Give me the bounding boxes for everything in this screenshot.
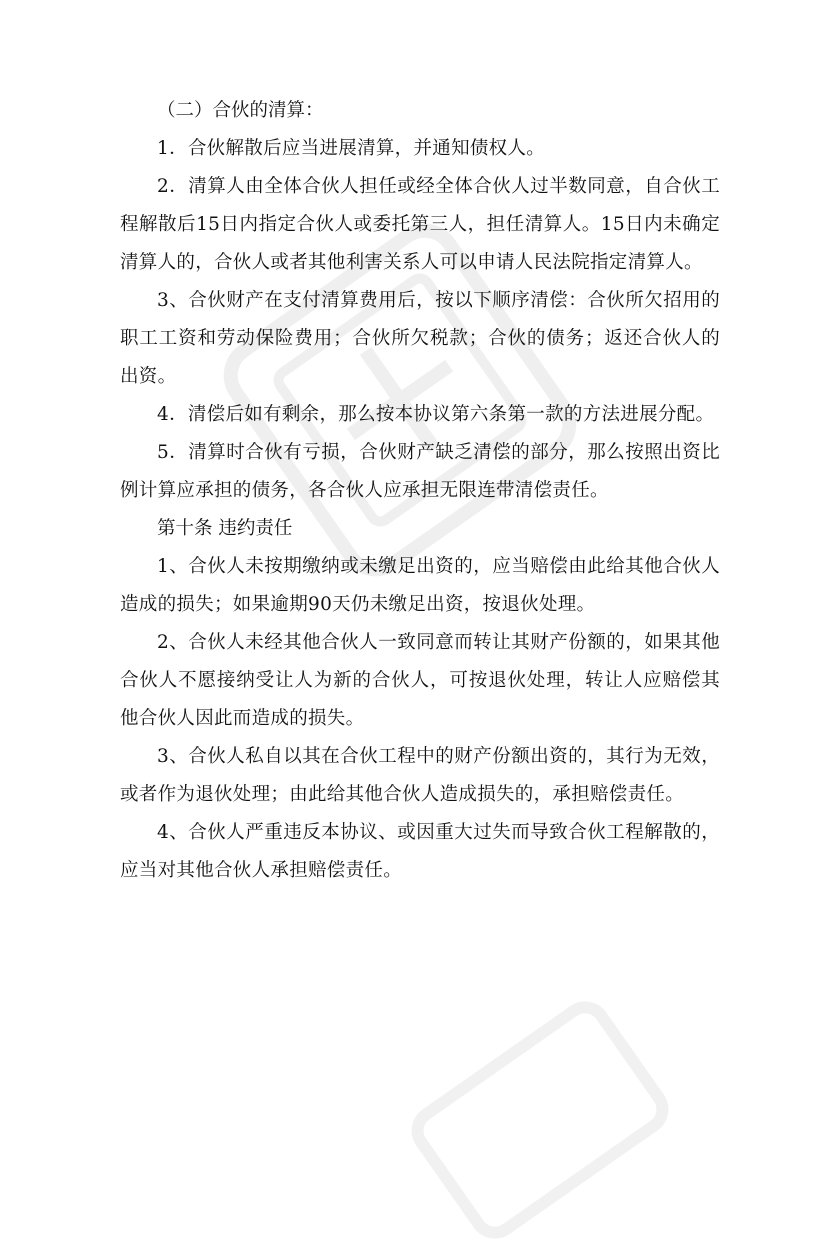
section-heading: （二）合伙的清算： bbox=[157, 100, 324, 121]
watermark-corner-icon bbox=[396, 986, 684, 1254]
breach-paragraph: 2、合伙人未经其他合伙人一致同意而转让其财产份额的，如果其他合伙人不愿接纳受让人为新的合伙人，可按退伙处理，转让人应赔偿其他合伙人因此而造成的损失。 bbox=[120, 632, 720, 729]
breach-paragraph: 1、合伙人未按期缴纳或未缴足出资的，应当赔偿由此给其他合伙人造成的损失；如果逾期90天仍未缴足出资，按退伙处理。 bbox=[120, 556, 720, 615]
clause-paragraph: 4．清偿后如有剩余，那么按本协议第六条第一款的方法进展分配。 bbox=[157, 404, 715, 425]
clause-paragraph: 5．清算时合伙有亏损，合伙财产缺乏清偿的部分，那么按照出资比例计算应承担的债务，各合伙人应承担无限连带清偿责任。 bbox=[120, 442, 720, 501]
breach-paragraph: 3、合伙人私自以其在合伙工程中的财产份额出资的，其行为无效，或者作为退伙处理；由此给其他合伙人造成损失的，承担赔偿责任。 bbox=[120, 746, 720, 805]
document-body bbox=[120, 92, 720, 890]
article-heading: 第十条 违约责任 bbox=[157, 518, 293, 539]
breach-paragraph: 4、合伙人严重违反本协议、或因重大过失而导致合伙工程解散的，应当对其他合伙人承担赔偿责任。 bbox=[120, 822, 720, 881]
clause-paragraph: 1．合伙解散后应当进展清算，并通知债权人。 bbox=[157, 138, 546, 159]
clause-paragraph: 2．清算人由全体合伙人担任或经全体合伙人过半数同意，自合伙工程解散后15日内指定合伙人或委托第三人，担任清算人。15日内未确定清算人的，合伙人或者其他利害关系人可以申请人民法院指定清算人。 bbox=[120, 176, 720, 273]
clause-paragraph: 3、合伙财产在支付清算费用后，按以下顺序清偿：合伙所欠招用的职工工资和劳动保险费用；合伙所欠税款；合伙的债务；返还合伙人的出资。 bbox=[120, 290, 720, 387]
